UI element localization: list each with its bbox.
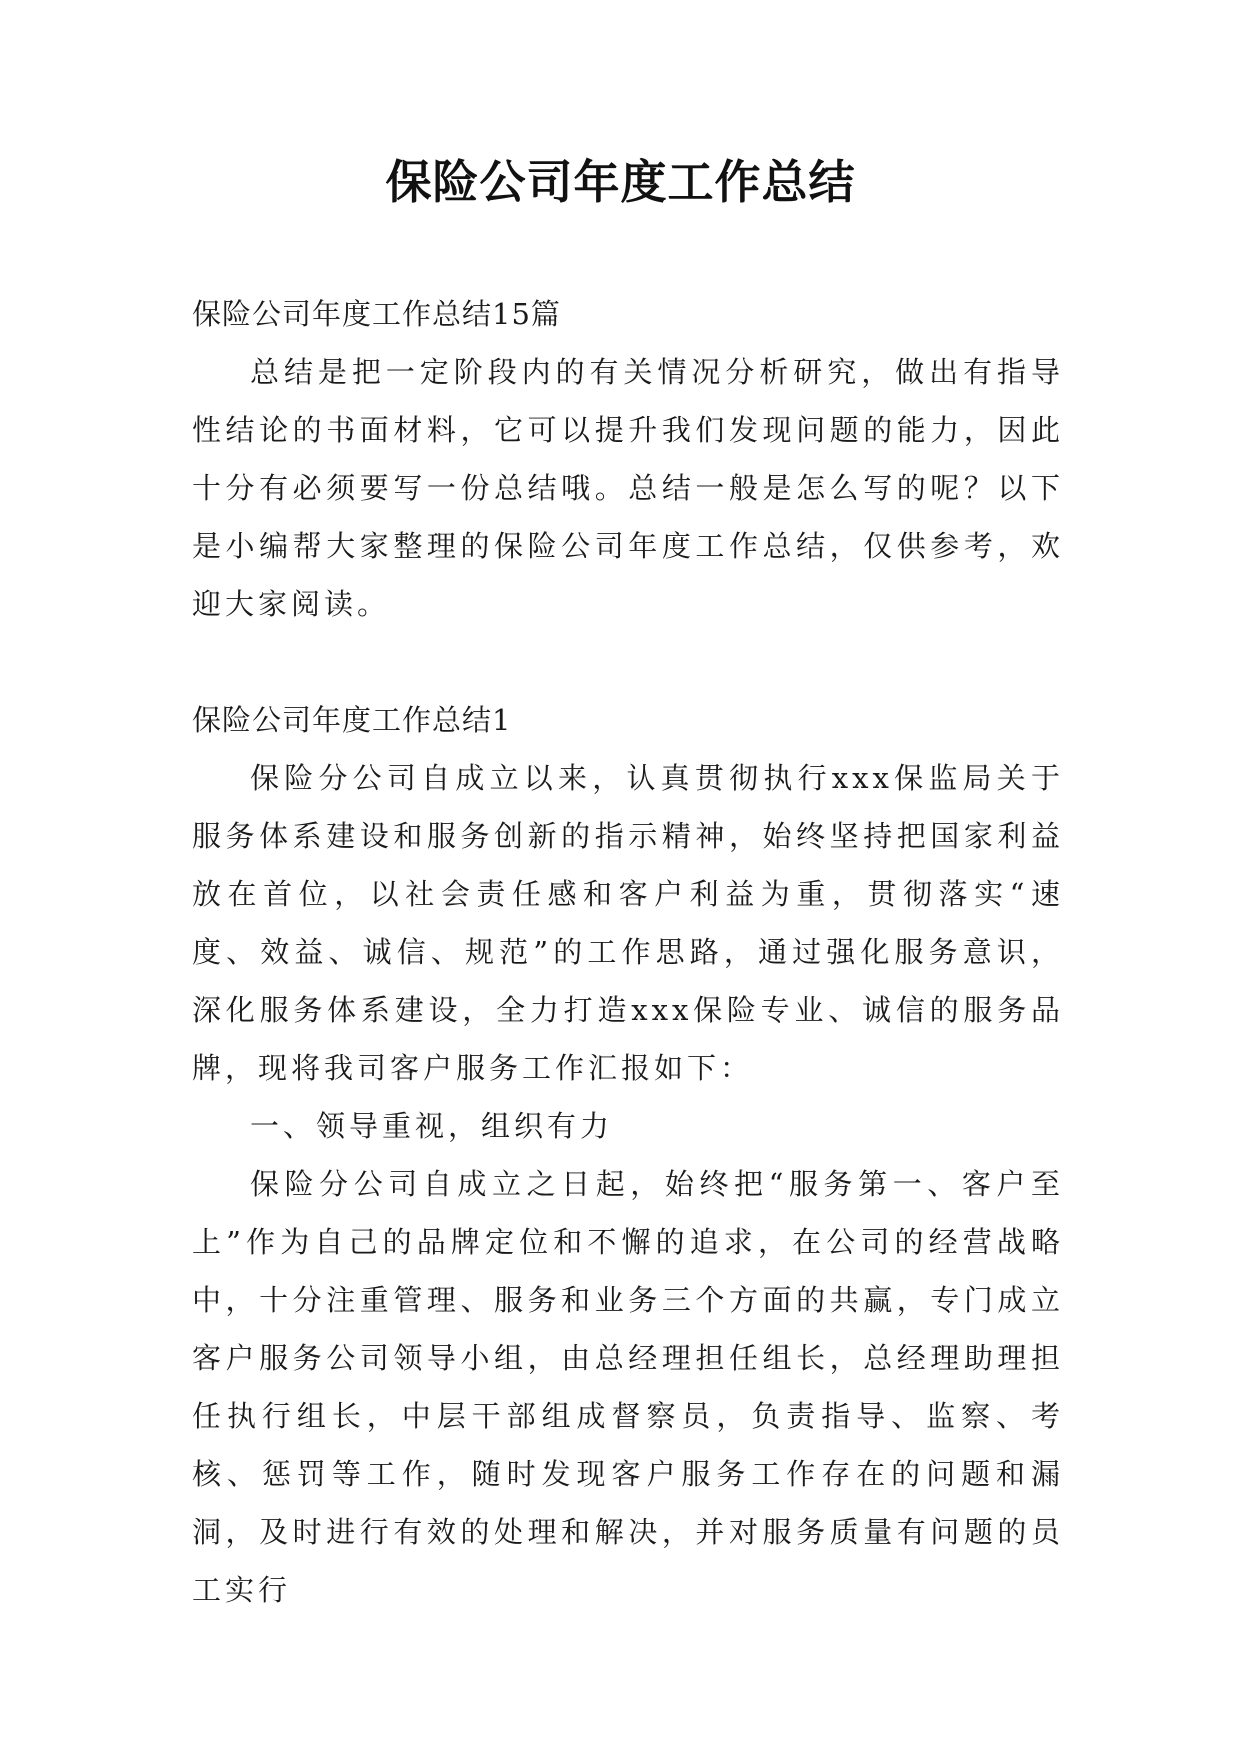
section1-paragraph-2: 保险分公司自成立之日起，始终把“服务第一、客户至上”作为自己的品牌定位和不懈的追求，在公司的经营战略中，十分注重管理、服务和业务三个方面的共赢，专门成立客户服务公司领导小组，由总经理担任组长，总经理助理担任执行组长，中层干部组成督察员，负责指导、监察、考核、惩罚等工作，随时发现客户服务工作存在的问题和漏洞，及时进行有效的处理和解决，并对服务质量有问题的员工实行 (192, 1167, 1064, 1607)
intro-heading: 保险公司年度工作总结15篇 (192, 297, 561, 331)
intro-paragraph: 总结是把一定阶段内的有关情况分析研究，做出有指导性结论的书面材料，它可以提升我们发现问题的能力，因此十分有必须要写一份总结哦。总结一般是怎么写的呢？以下是小编帮大家整理的保险公司年度工作总结，仅供参考，欢迎大家阅读。 (192, 355, 1064, 621)
document-title: 保险公司年度工作总结 (385, 155, 856, 209)
section1-subheading-1: 一、领导重视，组织有力 (250, 1109, 614, 1143)
paragraph-spacer (192, 633, 1064, 691)
section1-heading: 保险公司年度工作总结1 (192, 703, 512, 737)
document-body (192, 285, 1064, 1619)
section1-paragraph-1: 保险分公司自成立以来，认真贯彻执行xxx保监局关于服务体系建设和服务创新的指示精神，始终坚持把国家利益放在首位，以社会责任感和客户利益为重，贯彻落实“速度、效益、诚信、规范”的工作思路，通过强化服务意识，深化服务体系建设，全力打造xxx保险专业、诚信的服务品牌，现将我司客户服务工作汇报如下： (192, 761, 1064, 1085)
